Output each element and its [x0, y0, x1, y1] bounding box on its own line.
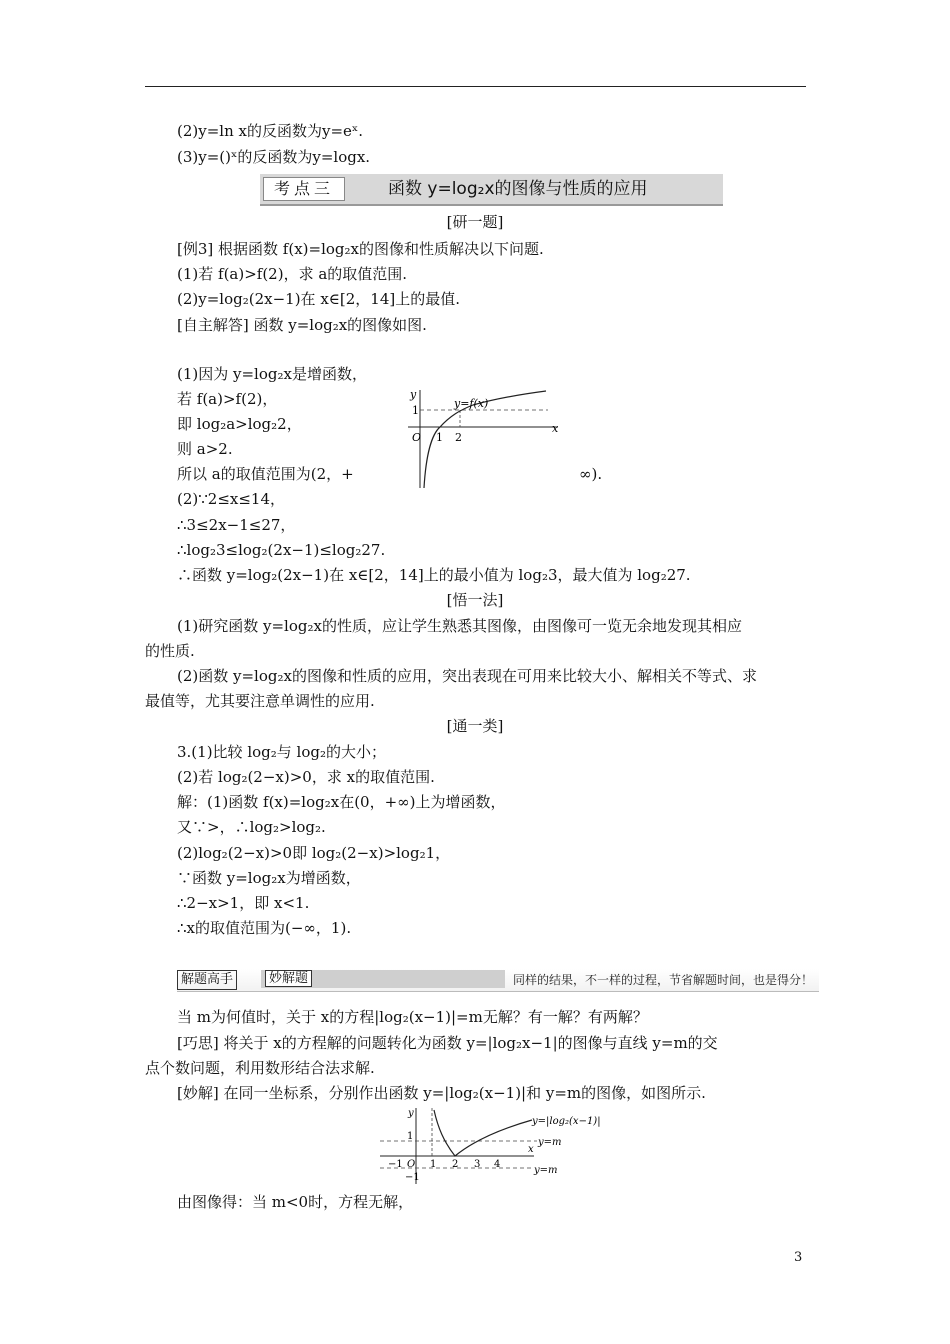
- text-line: ∵函数 y=log₂x为增函数，: [177, 869, 361, 887]
- text-line: 点个数问题，利用数形结合法求解.: [145, 1059, 375, 1077]
- banner-label: 考点三: [263, 177, 345, 201]
- log-graph: [398, 384, 570, 492]
- text-line: 解：(1)函数 f(x)=log₂x在(0，+∞)上为增函数，: [177, 793, 506, 811]
- text-line: 又∵>，∴log₂>log₂.: [177, 818, 326, 836]
- text-line: [例3] 根据函数 f(x)=log₂x的图像和性质解决以下问题.: [177, 240, 544, 258]
- section-heading: [研一题]: [446, 213, 504, 231]
- tick-label: 2: [452, 1159, 459, 1170]
- abs-log-graph: [372, 1104, 612, 1186]
- tip-tag: 妙解题: [265, 970, 312, 987]
- header-rule: [145, 86, 806, 87]
- text-line: (1)因为 y=log₂x是增函数，: [177, 365, 367, 383]
- y-label: y: [410, 388, 417, 401]
- text-line: (3)y=()ˣ的反函数为y=logx.: [177, 148, 371, 166]
- text-line: [自主解答] 函数 y=log₂x的图像如图.: [177, 316, 427, 334]
- text-line: 3.(1)比较 log₂与 log₂的大小；: [177, 743, 386, 761]
- tick-label: 4: [494, 1159, 501, 1170]
- section-banner: [260, 174, 723, 206]
- section-heading: [悟一法]: [446, 591, 504, 609]
- page-number: 3: [794, 1250, 803, 1265]
- text-line: ∴2−x>1，即 x<1.: [177, 894, 310, 912]
- text-line: (1)若 f(a)>f(2)，求 a的取值范围.: [177, 265, 408, 283]
- tick-label: 1: [430, 1159, 437, 1170]
- tick-label: 1: [407, 1131, 414, 1142]
- text-line: ∴3≤2x−1≤27，: [177, 516, 296, 534]
- text-line: ∴函数 y=log₂(2x−1)在 x∈[2，14]上的最小值为 log₂3，最大值为 log₂27.: [177, 566, 691, 584]
- text-line: 所以 a的取值范围为(2，+: [177, 465, 354, 483]
- text-line: ∴log₂3≤log₂(2x−1)≤log₂27.: [177, 541, 386, 559]
- text-line: (1)研究函数 y=log₂x的性质，应让学生熟悉其图像，由图像可一览无余地发现其相应: [177, 617, 742, 635]
- text-line: [巧思] 将关于 x的方程解的问题转化为函数 y=|log₂x−1|的图像与直线 y=m的交: [177, 1034, 718, 1052]
- curve-label: y=|log₂(x−1)|: [532, 1116, 601, 1127]
- text-line: (2)log₂(2−x)>0即 log₂(2−x)>log₂1，: [177, 844, 451, 862]
- line-label: y=m: [534, 1165, 558, 1176]
- tip-banner: [177, 969, 819, 992]
- x-label: x: [552, 422, 559, 435]
- text-line: (2)y=ln x的反函数为y=eˣ.: [177, 122, 364, 140]
- text-line: 则 a>2.: [177, 440, 233, 458]
- text-line: (2)若 log₂(2−x)>0，求 x的取值范围.: [177, 768, 435, 786]
- line-label: y=m: [538, 1137, 562, 1148]
- text-line: 若 f(a)>f(2)，: [177, 390, 278, 408]
- text-line: (2)函数 y=log₂x的图像和性质的应用，突出表现在可用来比较大小、解相关不等式、求: [177, 667, 757, 685]
- text-line: 的性质.: [145, 642, 195, 660]
- tick-label: 2: [455, 431, 462, 444]
- text-line: ∞).: [579, 465, 603, 483]
- tick-label: 3: [474, 1159, 481, 1170]
- y-label: y: [408, 1108, 414, 1119]
- curve-label: y=f(x): [454, 397, 489, 410]
- text-line: 即 log₂a>log₂2，: [177, 415, 302, 433]
- tip-note: 同样的结果，不一样的过程，节省解题时间，也是得分！: [512, 973, 813, 987]
- tick-label: 1: [436, 431, 443, 444]
- tick-label: −1: [388, 1159, 403, 1170]
- x-label: x: [528, 1144, 534, 1155]
- tick-label: −1: [405, 1172, 420, 1183]
- origin-label: O: [412, 431, 422, 444]
- text-line: ∴x的取值范围为(−∞，1).: [177, 919, 352, 937]
- tick-label: 1: [412, 404, 419, 417]
- tip-tag-strip: [261, 970, 505, 988]
- text-line: (2)∵2≤x≤14，: [177, 490, 286, 508]
- origin-label: O: [407, 1159, 416, 1170]
- text-line: 由图像得：当 m<0时，方程无解，: [177, 1193, 414, 1211]
- text-line: 当 m为何值时，关于 x的方程|log₂(x−1)|=m无解？有一解？有两解？: [177, 1008, 648, 1026]
- abs-log-curve: [434, 1110, 532, 1156]
- text-line: [妙解] 在同一坐标系，分别作出函数 y=|log₂(x−1)|和 y=m的图像，如图所示.: [177, 1084, 706, 1102]
- text-line: 最值等，尤其要注意单调性的应用.: [145, 692, 375, 710]
- banner-title: 函数 y=log₂x的图像与性质的应用: [388, 179, 648, 199]
- section-heading: [通一类]: [446, 717, 504, 735]
- text-line: (2)y=log₂(2x−1)在 x∈[2，14]上的最值.: [177, 290, 460, 308]
- tip-label: 解题高手: [177, 970, 237, 990]
